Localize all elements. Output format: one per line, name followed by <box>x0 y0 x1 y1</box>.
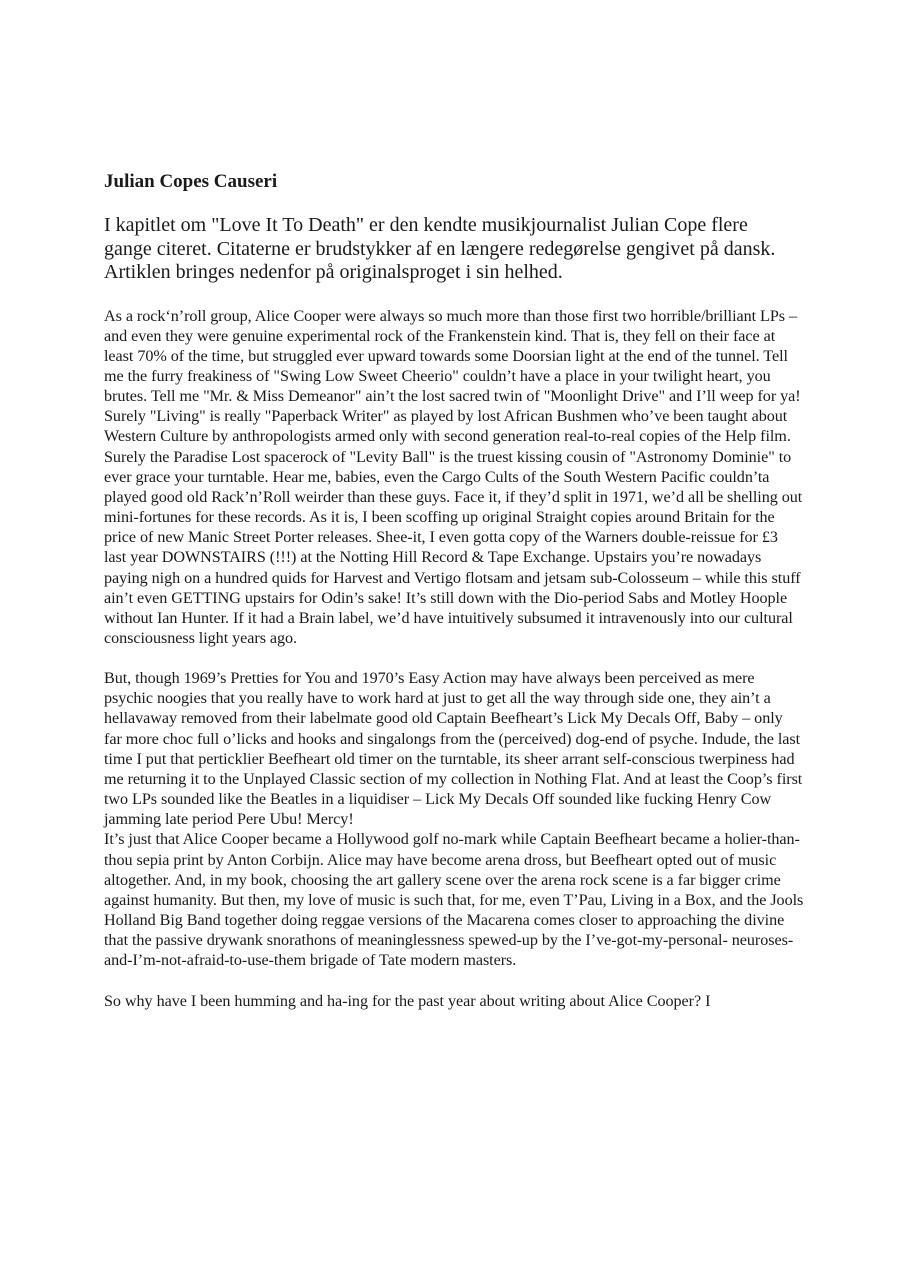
body-paragraph-3: It’s just that Alice Cooper became a Hollywood golf no-mark while Captain Beefheart became a holier-than-thou sepia print by Anton Corbijn. Alice may have become arena dross, but Beefheart opted out of music altogether. And, in my book, choosing the art gallery scene over the arena rock scene is a far bigger crime against humanity. But then, my love of music is such that, for me, even T’Pau, Living in a Box, and the Jools Holland Big Band together doing reggae versions of the Macarena comes closer to approaching the divine that the passive drywank snorathons of meaninglessness spewed-up by the I’ve-got-my-personal- neuroses-and-I’m-not-afraid-to-use-them brigade of Tate modern masters. <box>104 831 804 970</box>
document-title: Julian Copes Causeri <box>104 171 278 192</box>
paragraph-gap <box>104 649 804 669</box>
intro-paragraph: I kapitlet om "Love It To Death" er den kendte musikjournalist Julian Cope flere gange citeret. Citaterne er brudstykker af en længere redegørelse gengivet på dansk. Artiklen bringes nedenfor på originalsproget i sin helhed. <box>104 214 776 283</box>
body-paragraph-2: But, though 1969’s Pretties for You and 1970’s Easy Action may have always been perceived as mere psychic noogies that you really have to work hard at just to get all the way through side one, they ain’t a hellavaway removed from their labelmate good old Captain Beefheart’s Lick My Decals Off, Baby – only far more choc full o’licks and hooks and singalongs from the (perceived) dog-end of psyche. Indude, the last time I put that perticklier Beefheart old timer on the turntable, its sheer arrant self-conscious twerpiness had me returning it to the Unplayed Classic section of my collection in Nothing Flat. And at least the Coop’s first two LPs sounded like the Beatles in a liquidiser – Lick My Decals Off sounded like fucking Henry Cow jamming late period Pere Ubu! Mercy! <box>104 670 803 829</box>
paragraph-gap <box>104 972 804 992</box>
document-page <box>104 170 804 1012</box>
body-paragraph-1: As a rock‘n’roll group, Alice Cooper were always so much more than those first two horrible/brilliant LPs – and even they were genuine experimental rock of the Frankenstein kind. That is, they fell on their face at least 70% of the time, but struggled ever upward towards some Doorsian light at the end of the tunnel. Tell me the furry freakiness of "Swing Low Sweet Cheerio" couldn’t have a place in your twilight heart, you brutes. Tell me "Mr. & Miss Demeanor" ain’t the lost sacred twin of "Moonlight Drive" and I’ll weep for ya! Surely "Living" is really "Paperback Writer" as played by lost African Bushmen who’ve been taught about Western Culture by anthropologists armed only with second generation real-to-real copies of the Help film. Surely the Paradise Lost spacerock of "Levity Ball" is the truest kissing cousin of "Astronomy Dominie" to ever grace your turntable. Hear me, babies, even the Cargo Cults of the South Western Pacific couldn’ta played good old Rack’n’Roll weirder than these guys. Face it, if they’d split in 1971, we’d all be shelling out mini-fortunes for these records. As it is, I been scoffing up original Straight copies around Britain for the price of new Manic Street Porter releases. Shee-it, I even gotta copy of the Warners double-reissue for £3 last year DOWNSTAIRS (!!!) at the Notting Hill Record & Tape Exchange. Upstairs you’re nowadays paying nigh on a hundred quids for Harvest and Vertigo flotsam and jetsam sub-Colosseum – while this stuff ain’t even GETTING upstairs for Odin’s sake! It’s still down with the Dio-period Sabs and Motley Hoople without Ian Hunter. If it had a Brain label, we’d have intuitively subsumed it intravenously into our cultural consciousness light years ago. <box>104 307 803 647</box>
body-paragraph-4: So why have I been humming and ha-ing for the past year about writing about Alice Cooper? I <box>104 992 711 1010</box>
